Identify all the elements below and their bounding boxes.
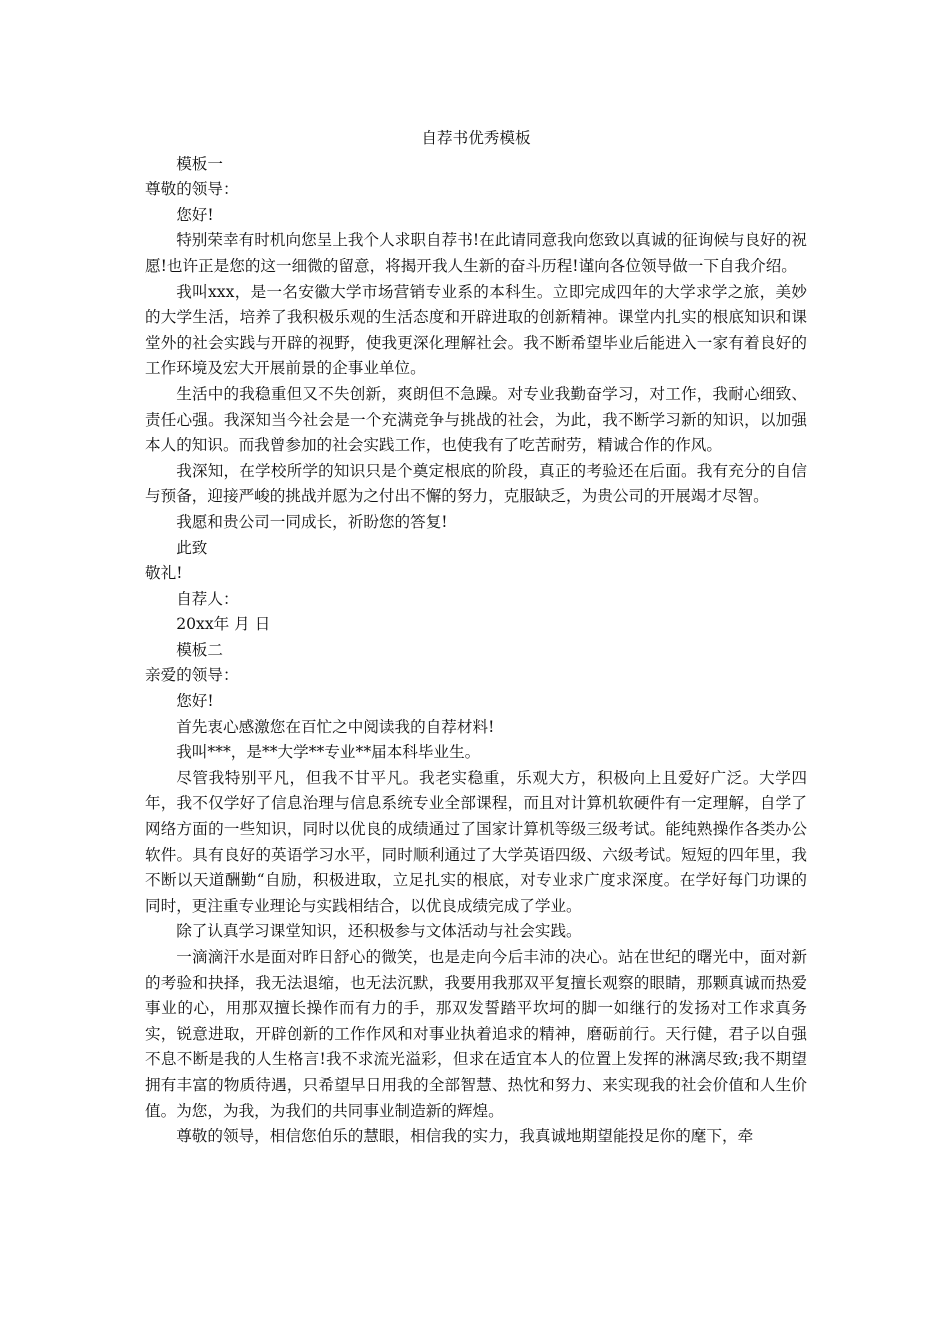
template-one-paragraph: 我叫xxx，是一名安徽大学市场营销专业系的本科生。立即完成四年的大学求学之旅，美妙的大学生活，培养了我积极乐观的生活态度和开辟进取的创新精神。课堂内扎实的根底知识和课堂外的社会实践与开辟的视野，使我更深化理解社会。我不断希望毕业后能进入一家有着良好的工作环境及宏大开展前景的企事业单位。 [145, 282, 807, 378]
document-title: 自荐书优秀模板 [421, 129, 531, 147]
template-two-paragraph: 尽管我特别平凡，但我不甘平凡。我老实稳重，乐观大方，积极向上且爱好广泛。大学四年，我不仅学好了信息治理与信息系统专业全部课程，而且对计算机软硬件有一定理解，自学了网络方面的一些知识，同时以优良的成绩通过了国家计算机等级三级考试。能纯熟操作各类办公软件。具有良好的英语学习水平，同时顺利通过了大学英语四级、六级考试。短短的四年里，我不断以天道酬勤“自励，积极进取，立足扎实的根底，对专业求广度求深度。在学好每门功课的同时，更注重专业理论与实践相结合，以优良成绩完成了学业。 [145, 768, 807, 915]
template-one-date: 20xx年 月 日 [176, 615, 271, 634]
template-one-signature: 自荐人： [176, 589, 239, 608]
template-one-closing: 此致 [176, 538, 208, 557]
template-two-paragraph: 首先衷心感激您在百忙之中阅读我的自荐材料! [176, 717, 495, 736]
template-two-paragraph: 除了认真学习课堂知识，还积极参与文体活动与社会实践。 [176, 922, 582, 941]
template-one-paragraph: 特别荣幸有时机向您呈上我个人求职自荐书!在此请同意我向您致以真诚的征询候与良好的祝愿!也许正是您的这一细微的留意，将揭开我人生新的奋斗历程!谨向各位领导做一下自我介绍。 [145, 231, 807, 275]
template-one-salute: 敬礼! [145, 564, 183, 583]
template-one-paragraph: 生活中的我稳重但又不失创新，爽朗但不急躁。对专业我勤奋学习，对工作，我耐心细致、责任心强。我深知当今社会是一个充满竞争与挑战的社会，为此，我不断学习新的知识，以加强本人的知识。而我曾参加的社会实践工作，也使我有了吃苦耐劳，精诚合作的作风。 [145, 384, 807, 455]
template-two-paragraph: 尊敬的领导，相信您伯乐的慧眼，相信我的实力，我真诚地期望能投足你的麾下，牵 [176, 1127, 754, 1146]
template-one-heading: 模板一 [176, 154, 223, 173]
template-two-greeting: 您好! [176, 692, 214, 711]
template-one-salutation: 尊敬的领导： [145, 180, 239, 199]
template-one-paragraph: 我愿和贵公司一同成长，祈盼您的答复! [176, 512, 448, 531]
template-one-paragraph: 我深知，在学校所学的知识只是个奠定根底的阶段，真正的考验还在后面。我有充分的自信与预备，迎接严峻的挑战并愿为之付出不懈的努力，克服缺乏，为贵公司的开展竭才尽智。 [145, 461, 807, 506]
template-two-paragraph: 一滴滴汗水是面对昨日舒心的微笑，也是走向今后丰沛的决心。站在世纪的曙光中，面对新的考验和抉择，我无法退缩，也无法沉默，我要用我那双平复擅长观察的眼睛，那颗真诚而热爱事业的心，用那双擅长操作而有力的手，那双发誓踏平坎坷的脚一如继行的发扬对工作求真务实，锐意进取，开辟创新的工作作风和对事业执着追求的精神，磨砺前行。天行健，君子以自强不息不断是我的人生格言!我不求流光溢彩，但求在适宜本人的位置上发挥的淋漓尽致;我不期望拥有丰富的物质待遇，只希望早日用我的全部智慧、热忱和努力、来实现我的社会价值和人生价值。为您，为我，为我们的共同事业制造新的辉煌。 [145, 948, 807, 1120]
template-two-salutation: 亲爱的领导： [145, 666, 239, 685]
document-page [145, 126, 807, 1150]
template-two-heading: 模板二 [176, 640, 223, 659]
template-two-paragraph: 我叫***，是**大学**专业**届本科毕业生。 [176, 743, 481, 762]
template-one-greeting: 您好! [176, 205, 214, 224]
